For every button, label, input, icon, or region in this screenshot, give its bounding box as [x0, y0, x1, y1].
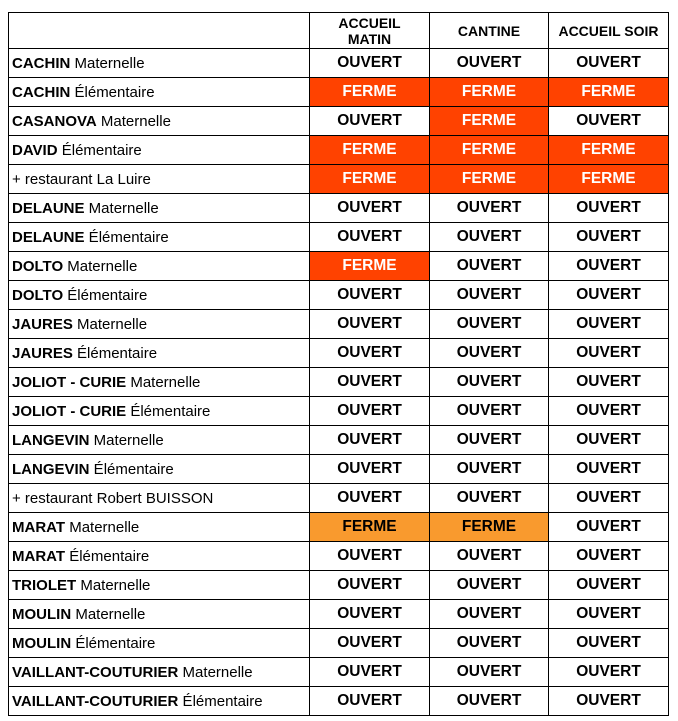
status-accueil-soir: OUVERT	[549, 223, 669, 252]
status-accueil-matin: OUVERT	[310, 484, 430, 513]
school-name-rest: Élémentaire	[70, 83, 155, 101]
status-accueil-soir: OUVERT	[549, 339, 669, 368]
status-accueil-soir: OUVERT	[549, 252, 669, 281]
school-name-bold: JOLIOT - CURIE	[12, 402, 127, 420]
table-row	[9, 223, 669, 252]
status-cantine: OUVERT	[430, 252, 549, 281]
status-accueil-matin: OUVERT	[310, 600, 430, 629]
school-name-bold: JAURES	[12, 344, 73, 362]
status-accueil-matin: OUVERT	[310, 281, 430, 310]
school-name-rest: Élémentaire	[65, 547, 150, 565]
school-name-cell	[9, 49, 310, 78]
school-name-rest: Maternelle	[84, 199, 159, 217]
status-accueil-soir: OUVERT	[549, 310, 669, 339]
school-name-cell	[9, 107, 310, 136]
status-accueil-matin: OUVERT	[310, 310, 430, 339]
table-row	[9, 252, 669, 281]
status-cantine: OUVERT	[430, 687, 549, 716]
table-row	[9, 78, 669, 107]
school-name-bold: DAVID	[12, 141, 58, 159]
school-name-cell	[9, 571, 310, 600]
school-name-cell	[9, 542, 310, 571]
status-accueil-matin: OUVERT	[310, 368, 430, 397]
status-accueil-matin: OUVERT	[310, 107, 430, 136]
school-name-cell	[9, 310, 310, 339]
school-name-cell	[9, 281, 310, 310]
school-name-rest: Maternelle	[72, 315, 148, 333]
school-name-cell	[9, 223, 310, 252]
school-name-bold: DELAUNE	[12, 228, 85, 246]
school-name-bold: CACHIN	[12, 54, 71, 72]
status-accueil-soir: OUVERT	[549, 658, 669, 687]
school-name-bold: JOLIOT - CURIE	[12, 373, 127, 391]
status-accueil-soir: OUVERT	[549, 455, 669, 484]
header-accueil-matin: ACCUEIL MATIN	[310, 13, 430, 49]
table-row	[9, 542, 669, 571]
header-accueil-soir: ACCUEIL SOIR	[549, 13, 669, 49]
status-accueil-soir: OUVERT	[549, 368, 669, 397]
status-accueil-matin: FERME	[310, 78, 430, 107]
school-name-cell	[9, 426, 310, 455]
table-row	[9, 49, 669, 78]
status-cantine: OUVERT	[430, 455, 549, 484]
school-name-bold: CACHIN	[12, 83, 71, 101]
status-accueil-soir: FERME	[549, 165, 669, 194]
school-name-bold: TRIOLET	[12, 576, 77, 594]
school-name-rest: Maternelle	[70, 54, 145, 72]
school-name-rest: Élémentaire	[72, 344, 158, 362]
status-cantine: FERME	[430, 107, 549, 136]
school-name-cell	[9, 455, 310, 484]
header-school	[9, 13, 310, 49]
status-accueil-matin: OUVERT	[310, 397, 430, 426]
status-cantine: OUVERT	[430, 223, 549, 252]
table-row	[9, 165, 669, 194]
status-accueil-soir: OUVERT	[549, 542, 669, 571]
status-accueil-soir: FERME	[549, 136, 669, 165]
status-accueil-soir: OUVERT	[549, 194, 669, 223]
school-name-cell	[9, 165, 310, 194]
school-name-cell	[9, 397, 310, 426]
school-name-cell	[9, 136, 310, 165]
school-name-cell	[9, 484, 310, 513]
table-row	[9, 310, 669, 339]
status-cantine: FERME	[430, 136, 549, 165]
school-name-bold: CASANOVA	[12, 112, 97, 130]
status-cantine: OUVERT	[430, 194, 549, 223]
status-accueil-soir: OUVERT	[549, 107, 669, 136]
school-name-bold: MARAT	[12, 547, 66, 565]
status-accueil-matin: OUVERT	[310, 658, 430, 687]
status-accueil-matin: OUVERT	[310, 455, 430, 484]
status-cantine: OUVERT	[430, 397, 549, 426]
school-name-bold: JAURES	[12, 315, 73, 333]
status-accueil-soir: OUVERT	[549, 426, 669, 455]
school-name-bold: LANGEVIN	[12, 431, 90, 449]
status-accueil-matin: FERME	[310, 136, 430, 165]
status-accueil-matin: OUVERT	[310, 426, 430, 455]
status-accueil-matin: FERME	[310, 513, 430, 542]
school-name-bold: DELAUNE	[12, 199, 85, 217]
school-name-bold: MOULIN	[12, 634, 72, 652]
school-name-rest: Élémentaire	[178, 692, 263, 710]
table-row	[9, 397, 669, 426]
status-accueil-soir: OUVERT	[549, 484, 669, 513]
schedule-table-wrapper	[8, 12, 669, 716]
status-accueil-soir: OUVERT	[549, 397, 669, 426]
school-name-bold: VAILLANT-COUTURIER	[12, 663, 179, 681]
school-name-rest: Élémentaire	[71, 634, 156, 652]
school-name-cell	[9, 252, 310, 281]
school-name-bold: MARAT	[12, 518, 66, 536]
school-name-cell	[9, 600, 310, 629]
table-row	[9, 600, 669, 629]
status-cantine: OUVERT	[430, 600, 549, 629]
table-row	[9, 687, 669, 716]
school-name-rest: Élémentaire	[84, 228, 169, 246]
school-name-bold: VAILLANT-COUTURIER	[12, 692, 179, 710]
status-accueil-soir: OUVERT	[549, 513, 669, 542]
school-name-bold: MOULIN	[12, 605, 72, 623]
status-accueil-soir: OUVERT	[549, 571, 669, 600]
status-cantine: OUVERT	[430, 629, 549, 658]
school-name-bold: LANGEVIN	[12, 460, 90, 478]
status-accueil-soir: OUVERT	[549, 281, 669, 310]
status-accueil-soir: OUVERT	[549, 600, 669, 629]
status-cantine: OUVERT	[430, 484, 549, 513]
status-accueil-matin: OUVERT	[310, 49, 430, 78]
status-cantine: OUVERT	[430, 426, 549, 455]
status-accueil-matin: OUVERT	[310, 223, 430, 252]
status-cantine: FERME	[430, 78, 549, 107]
table-row	[9, 107, 669, 136]
status-accueil-soir: FERME	[549, 78, 669, 107]
school-name-rest: Maternelle	[71, 605, 146, 623]
status-cantine: OUVERT	[430, 658, 549, 687]
school-name-rest: Maternelle	[63, 257, 138, 275]
status-cantine: OUVERT	[430, 310, 549, 339]
table-body	[9, 49, 669, 716]
status-accueil-soir: OUVERT	[549, 49, 669, 78]
school-name-cell	[9, 513, 310, 542]
school-name-rest: Maternelle	[76, 576, 151, 594]
school-name-rest: Maternelle	[178, 663, 253, 681]
table-row	[9, 281, 669, 310]
status-accueil-matin: OUVERT	[310, 571, 430, 600]
status-cantine: OUVERT	[430, 542, 549, 571]
table-row	[9, 426, 669, 455]
status-cantine: FERME	[430, 165, 549, 194]
school-name-rest: + restaurant Robert BUISSON	[12, 489, 214, 507]
school-name-cell	[9, 629, 310, 658]
table-row	[9, 136, 669, 165]
table-row	[9, 629, 669, 658]
table-header-row	[9, 13, 669, 49]
status-accueil-soir: OUVERT	[549, 629, 669, 658]
school-name-bold: DOLTO	[12, 257, 64, 275]
status-cantine: OUVERT	[430, 281, 549, 310]
status-accueil-matin: OUVERT	[310, 339, 430, 368]
status-cantine: OUVERT	[430, 339, 549, 368]
status-cantine: FERME	[430, 513, 549, 542]
table-row	[9, 368, 669, 397]
school-name-cell	[9, 658, 310, 687]
table-row	[9, 484, 669, 513]
status-cantine: OUVERT	[430, 368, 549, 397]
table-row	[9, 339, 669, 368]
status-cantine: OUVERT	[430, 571, 549, 600]
status-accueil-matin: OUVERT	[310, 629, 430, 658]
table-row	[9, 571, 669, 600]
table-row	[9, 455, 669, 484]
school-name-rest: Maternelle	[65, 518, 140, 536]
school-name-rest: Élémentaire	[89, 460, 174, 478]
status-cantine: OUVERT	[430, 49, 549, 78]
school-name-rest: Maternelle	[126, 373, 201, 391]
school-name-rest: Maternelle	[89, 431, 164, 449]
school-name-cell	[9, 339, 310, 368]
status-accueil-matin: OUVERT	[310, 194, 430, 223]
school-name-cell	[9, 194, 310, 223]
school-name-cell	[9, 368, 310, 397]
school-name-rest: Élémentaire	[63, 286, 148, 304]
table-row	[9, 658, 669, 687]
school-name-cell	[9, 687, 310, 716]
school-name-rest: + restaurant La Luire	[12, 170, 151, 188]
status-accueil-matin: OUVERT	[310, 542, 430, 571]
school-name-bold: DOLTO	[12, 286, 64, 304]
status-accueil-soir: OUVERT	[549, 687, 669, 716]
status-accueil-matin: FERME	[310, 165, 430, 194]
school-name-cell	[9, 78, 310, 107]
table-row	[9, 513, 669, 542]
school-name-rest: Élémentaire	[126, 402, 211, 420]
school-name-rest: Maternelle	[96, 112, 171, 130]
school-services-table	[8, 12, 669, 716]
table-row	[9, 194, 669, 223]
status-accueil-matin: OUVERT	[310, 687, 430, 716]
header-cantine: CANTINE	[430, 13, 549, 49]
status-accueil-matin: FERME	[310, 252, 430, 281]
school-name-rest: Élémentaire	[57, 141, 142, 159]
